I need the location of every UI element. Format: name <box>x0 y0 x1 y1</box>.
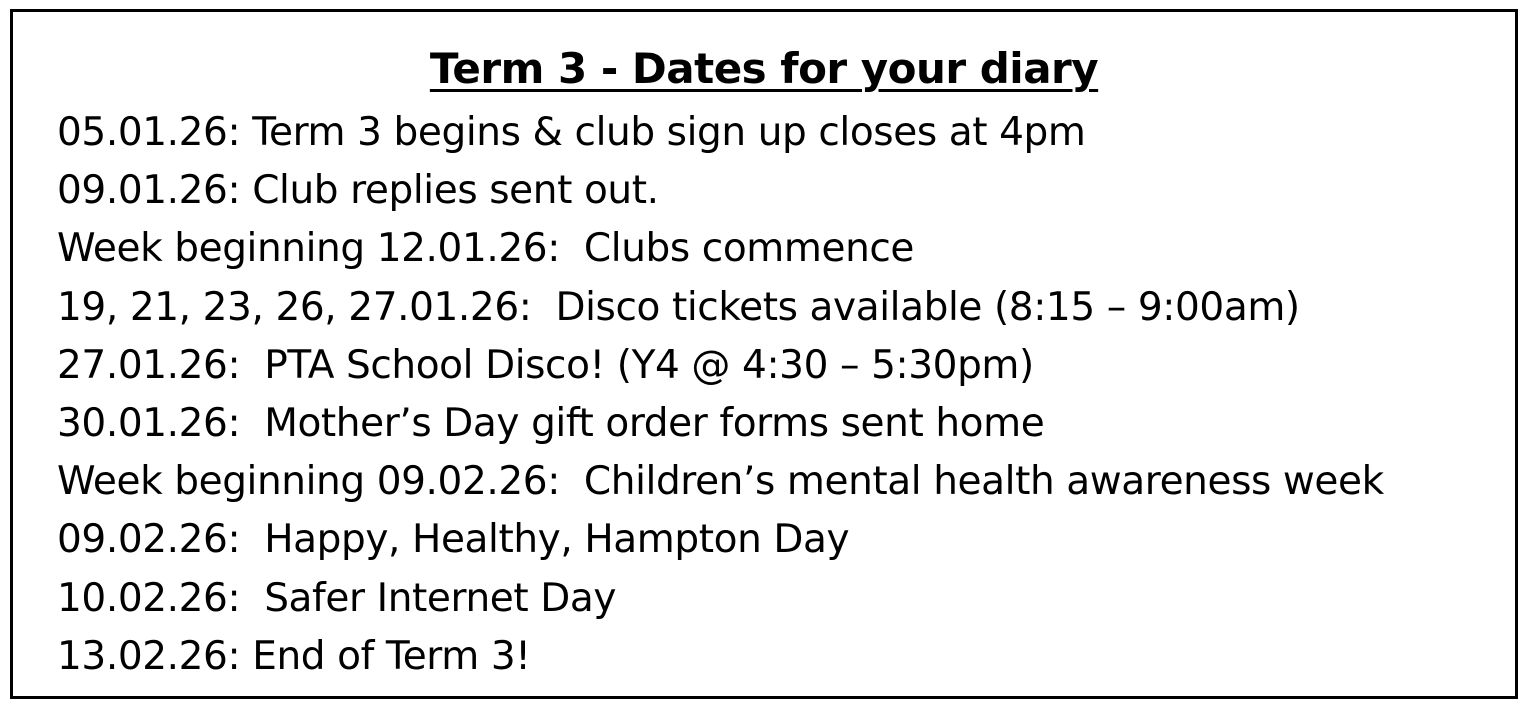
date-entry-4: 19, 21, 23, 26, 27.01.26: Disco tickets available (8:15 – 9:00am) <box>57 284 1300 330</box>
date-entry-7: Week beginning 09.02.26: Children’s mental health awareness week <box>57 459 1384 505</box>
date-entry-9: 10.02.26: Safer Internet Day <box>57 575 617 621</box>
date-entry-6: 30.01.26: Mother’s Day gift order forms sent home <box>57 400 1045 446</box>
date-entry-10: 13.02.26: End of Term 3! <box>57 633 531 679</box>
date-entry-2: 09.01.26: Club replies sent out. <box>57 168 659 214</box>
notice-title-container <box>13 42 1515 96</box>
date-list <box>57 104 1384 686</box>
notice-box <box>10 9 1518 699</box>
notice-title: Term 3 - Dates for your diary <box>429 44 1099 93</box>
date-entry-5: 27.01.26: PTA School Disco! (Y4 @ 4:30 – 5:30pm) <box>57 342 1034 388</box>
date-entry-8: 09.02.26: Happy, Healthy, Hampton Day <box>57 517 850 563</box>
date-entry-1: 05.01.26: Term 3 begins & club sign up closes at 4pm <box>57 110 1086 155</box>
date-entry-3: Week beginning 12.01.26: Clubs commence <box>57 226 915 272</box>
